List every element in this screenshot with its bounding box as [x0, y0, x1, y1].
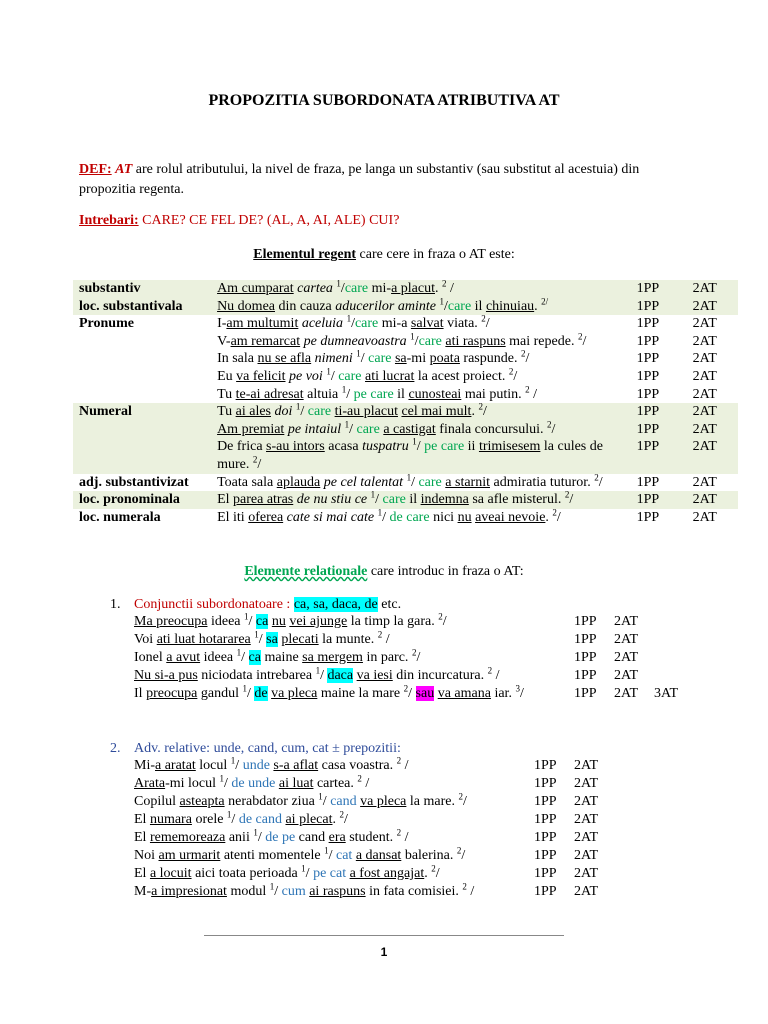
section-number: 1.: [110, 597, 121, 612]
example-at: 2AT: [574, 884, 599, 899]
example-row: [134, 829, 614, 847]
regent-label: [73, 350, 211, 368]
section-rows: [134, 613, 694, 703]
example-sentence: Mi-a aratat locul $^1$/ unde s-a aflat casa voastra. $^2$ /: [134, 755, 409, 773]
regent-label: loc. numerala: [79, 509, 161, 525]
regent-example: In sala nu se afla nimeni $^1$/ care sa-mi poata raspunde. $^2$/: [217, 348, 530, 367]
regent-example: Tu te-ai adresat altuia $^1$/ pe care il cunosteai mai putin. $^2$ /: [217, 383, 537, 402]
example-row: [134, 847, 614, 865]
example-at: 2AT: [574, 794, 599, 809]
regent-at: 2AT: [687, 421, 738, 439]
elemente-relationale-heading: [0, 564, 768, 580]
example-sentence: Ma preocupa ideea $^1$/ ca nu vei ajunge la timp la gara. $^2$/: [134, 611, 447, 629]
section-conjunctii: [110, 597, 694, 703]
regent-label: Pronume: [79, 316, 134, 332]
definition: [79, 160, 699, 200]
regent-label: adj. substantivizat: [79, 474, 189, 490]
regent-example: I-am multumit aceluia $^1$/care mi-a salvat viata. $^2$/: [217, 313, 490, 332]
questions-text: CARE? CE FEL DE? (AL, A, AI, ALE) CUI?: [138, 213, 400, 228]
example-at: 2AT: [614, 686, 639, 701]
example-row: [134, 865, 614, 883]
section-adverbe: [110, 741, 614, 901]
example-row: [134, 613, 694, 631]
regent-pp: 1PP: [631, 298, 687, 316]
regent-example: Eu va felicit pe voi $^1$/ care ati lucrat la acest proiect. $^2$/: [217, 366, 518, 384]
elemente-relationale-text: care introduc in fraza o AT:: [367, 564, 524, 579]
example-pp: 1PP: [574, 668, 597, 683]
regent-pp: 1PP: [631, 403, 687, 421]
regent-pp: 1PP: [636, 316, 660, 332]
example-row: [134, 775, 614, 793]
regent-at: 2AT: [687, 491, 738, 509]
section-number: 2.: [110, 741, 121, 756]
example-pp: 1PP: [574, 686, 597, 701]
regent-pp: 1PP: [636, 351, 660, 367]
example-pp: 1PP: [534, 776, 557, 791]
regent-at: 2AT: [692, 386, 717, 402]
regent-at: 2AT: [692, 509, 717, 525]
example-sentence: Voi ati luat hotararea $^1$/ sa plecati la munte. $^2$ /: [134, 629, 390, 647]
questions-label: Intrebari:: [79, 213, 139, 228]
regent-label: loc. substantivala: [73, 298, 211, 316]
regent-pp: 1PP: [636, 368, 660, 384]
element-regent-heading: [0, 247, 768, 263]
regent-example: De frica s-au intors acasa tuspatru $^1$/ pe care ii trimisesem la cules de mure. $^2$/: [211, 438, 631, 473]
example-at: 2AT: [614, 632, 639, 647]
example-row: [134, 883, 614, 901]
example-at: 2AT: [574, 776, 599, 791]
regent-at: 2AT: [687, 438, 738, 473]
regent-example: Am cumparat cartea $^1$/care mi-a placut. $^2$ /: [211, 280, 631, 298]
regent-label: [73, 368, 211, 386]
regent-label: [73, 333, 211, 351]
regent-row: [73, 280, 738, 298]
regent-pp: 1PP: [631, 280, 687, 298]
element-regent-title: Elementul regent: [253, 247, 357, 262]
regent-pp: 1PP: [636, 333, 660, 349]
regent-pp: 1PP: [636, 474, 660, 490]
regent-at: 2AT: [687, 280, 738, 298]
example-pp: 1PP: [534, 812, 557, 827]
regent-row: [73, 298, 738, 316]
example-sentence: El a locuit aici toata perioada $^1$/ pe cat a fost angajat. $^2$/: [134, 863, 440, 881]
regent-pp: 1PP: [636, 509, 660, 525]
example-row: [134, 685, 694, 703]
regent-example: Tu ai ales doi $^1$/ care ti-au placut cel mai mult. $^2$/: [211, 403, 631, 421]
example-sentence: El rememoreaza anii $^1$/ de pe cand era student. $^2$ /: [134, 827, 409, 845]
example-sentence: Nu si-a pus niciodata intrebarea $^1$/ daca va iesi din incurcatura. $^2$ /: [134, 665, 500, 683]
example-at: 2AT: [614, 650, 639, 665]
example-sentence: M-a impresionat modul $^1$/ cum ai raspuns in fata comisiei. $^2$ /: [134, 881, 475, 899]
example-pp: 1PP: [534, 830, 557, 845]
example-sentence: Copilul asteapta nerabdator ziua $^1$/ cand va pleca la mare. $^2$/: [134, 791, 467, 809]
regent-example: Am premiat pe intaiul $^1$/ care a castigat finala concursului. $^2$/: [211, 421, 631, 439]
example-at: 2AT: [574, 830, 599, 845]
example-pp: 1PP: [574, 614, 597, 629]
element-regent-text: care cere in fraza o AT este:: [356, 247, 515, 262]
regent-label: [73, 438, 211, 473]
example-at: 2AT: [574, 812, 599, 827]
example-row: [134, 667, 694, 685]
example-at: 2AT: [574, 848, 599, 863]
example-row: [134, 631, 694, 649]
regent-row: [73, 315, 738, 333]
section-heading: Adv. relative: unde, cand, cum, cat ± prepozitii:: [134, 741, 401, 756]
section-heading: Conjunctii subordonatoare : ca, sa, daca, de etc.: [134, 597, 402, 612]
regent-label: Numeral: [73, 403, 211, 421]
regent-row: [73, 403, 738, 421]
def-abbr: AT: [115, 162, 133, 177]
example-pp: 1PP: [534, 758, 557, 773]
example-sentence: El numara orele $^1$/ de cand ai plecat. $^2$/: [134, 809, 348, 827]
questions: [79, 213, 399, 229]
example-row: [134, 757, 614, 775]
regent-row: [73, 333, 738, 351]
example-row: [134, 793, 614, 811]
example-sentence: Il preocupa gandul $^1$/ de va pleca maine la mare $^2$/ sau va amana iar. $^3$/: [134, 683, 524, 701]
regent-row: [73, 421, 738, 439]
example-sentence: Noi am urmarit atenti momentele $^1$/ cat a dansat balerina. $^2$/: [134, 845, 466, 863]
example-at: 2AT: [614, 668, 639, 683]
regent-row: [73, 368, 738, 386]
regent-at: 2AT: [692, 316, 717, 332]
example-at: 2AT: [574, 758, 599, 773]
regent-row: [73, 386, 738, 404]
regent-example: Toata sala aplauda pe cel talentat $^1$/ care a starnit admiratia tuturor. $^2$/: [217, 471, 603, 490]
regent-label: [73, 421, 211, 439]
regent-example: Nu domea din cauza aducerilor aminte $^1$/care il chinuiau. $^{2/}$: [211, 298, 631, 316]
example-pp: 1PP: [574, 650, 597, 665]
regent-row: [73, 438, 738, 473]
regent-pp: 1PP: [631, 491, 687, 509]
regent-at: 2AT: [687, 403, 738, 421]
example-pp: 1PP: [534, 884, 557, 899]
example-pp: 1PP: [574, 632, 597, 647]
example-at3: 3AT: [654, 686, 679, 701]
regent-at: 2AT: [687, 298, 738, 316]
elemente-relationale-title: Elemente relationale: [244, 564, 368, 579]
regent-row: [73, 509, 738, 527]
regent-at: 2AT: [692, 368, 717, 384]
example-at: 2AT: [614, 614, 639, 629]
regent-label: loc. pronominala: [73, 491, 211, 509]
regent-example: V-am remarcat pe dumneavoastra $^1$/care ati raspuns mai repede. $^2$/: [217, 331, 587, 349]
regent-pp: 1PP: [631, 438, 687, 473]
example-pp: 1PP: [534, 794, 557, 809]
example-row: [134, 811, 614, 829]
example-row: [134, 649, 694, 667]
regent-example: El iti oferea cate si mai cate $^1$/ de care nici nu aveai nevoie. $^2$/: [217, 507, 561, 525]
regent-table: [73, 280, 738, 526]
example-pp: 1PP: [534, 848, 557, 863]
regent-label: [73, 386, 211, 404]
def-label: DEF:: [79, 162, 112, 177]
regent-pp: 1PP: [636, 386, 660, 402]
regent-at: 2AT: [692, 351, 717, 367]
example-pp: 1PP: [534, 866, 557, 881]
regent-example: El parea atras de nu stiu ce $^1$/ care il indemna sa afle misterul. $^2$/: [211, 491, 631, 509]
example-at: 2AT: [574, 866, 599, 881]
footer-divider: [204, 935, 564, 936]
regent-row: [73, 474, 738, 492]
page-title: PROPOZITIA SUBORDONATA ATRIBUTIVA AT: [208, 92, 560, 109]
page-number: 1: [380, 945, 388, 959]
regent-row: [73, 491, 738, 509]
regent-at: 2AT: [692, 474, 717, 490]
def-text: are rolul atributului, la nivel de fraza, pe langa un substantiv (sau substitut al acestuia) din propozitia regenta.: [79, 162, 640, 197]
example-sentence: Ionel a avut ideea $^1$/ ca maine sa mergem in parc. $^2$/: [134, 647, 421, 665]
regent-at: 2AT: [692, 333, 717, 349]
section-rows: [134, 757, 614, 901]
regent-pp: 1PP: [631, 421, 687, 439]
example-sentence: Arata-mi locul $^1$/ de unde ai luat cartea. $^2$ /: [134, 773, 370, 791]
regent-row: [73, 350, 738, 368]
regent-label: substantiv: [73, 280, 211, 298]
